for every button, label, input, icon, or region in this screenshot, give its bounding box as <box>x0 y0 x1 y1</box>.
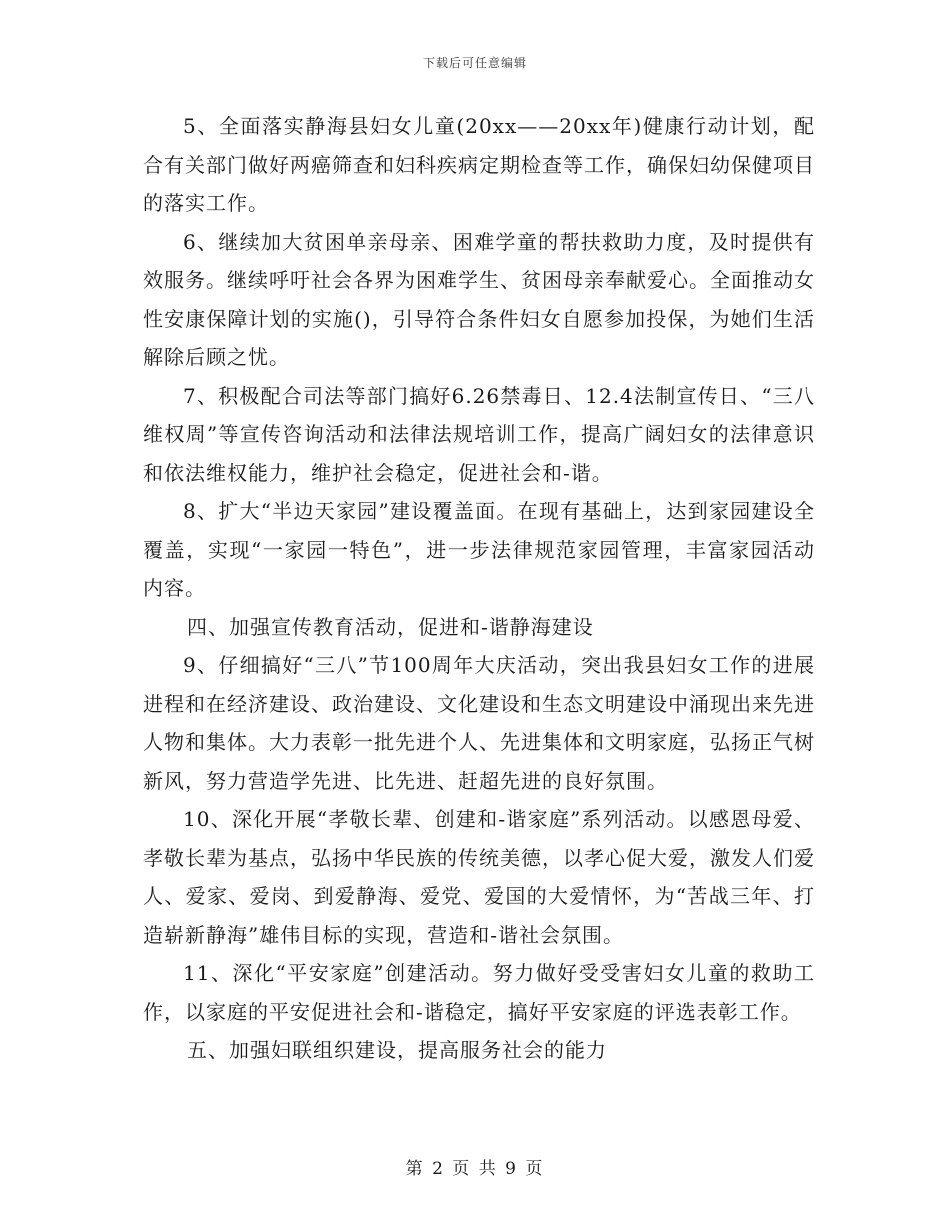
page-header: 下载后可任意编辑 <box>422 56 527 70</box>
paragraph-8: 8、扩大“半边天家园”建设覆盖面。在现有基础上，达到家园建设全覆盖，实现“一家园一特色”，进一步法律规范家园管理，丰富家园活动内容。 <box>143 499 815 600</box>
section-heading-5: 五、加强妇联组织建设，提高服务社会的能力 <box>187 1038 607 1062</box>
paragraph-11: 11、深化“平安家庭”创建活动。努力做好受受害妇女儿童的救助工作，以家庭的平安促进社会和-谐稳定，搞好平安家庭的评选表彰工作。 <box>143 961 815 1024</box>
paragraph-7: 7、积极配合司法等部门搞好6.26禁毒日、12.4法制宣传日、“三八维权周”等宣传咨询活动和法律法规培训工作，提高广阔妇女的法律意识和依法维权能力，维护社会稳定，促进社会和-谐。 <box>143 383 815 485</box>
paragraph-5: 5、全面落实静海县妇女儿童(20xx——20xx年)健康行动计划，配合有关部门做好两癌筛查和妇科疾病定期检查等工作，确保妇幼保健项目的落实工作。 <box>143 114 815 215</box>
document-body <box>143 107 815 1070</box>
paragraph-6: 6、继续加大贫困单亲母亲、困难学童的帮扶救助力度，及时提供有效服务。继续呼吁社会各界为困难学生、贫困母亲奉献爱心。全面推动女性安康保障计划的实施()，引导符合条件妇女自愿参加投保，为她们生活解除后顾之忧。 <box>143 229 815 369</box>
page-number-footer: 第 2 页 共 9 页 <box>405 1159 545 1179</box>
paragraph-9: 9、仔细搞好“三八”节100周年大庆活动，突出我县妇女工作的进展进程和在经济建设、政治建设、文化建设和生态文明建设中涌现出来先进人物和集体。大力表彰一批先进个人、先进集体和文明家庭，弘扬正气树新风，努力营造学先进、比先进、赶超先进的良好氛围。 <box>143 653 815 793</box>
section-heading-4: 四、加强宣传教育活动，促进和-谐静海建设 <box>187 614 594 639</box>
paragraph-10: 10、深化开展“孝敬长辈、创建和-谐家庭”系列活动。以感恩母爱、孝敬长辈为基点，弘扬中华民族的传统美德，以孝心促大爱，激发人们爱人、爱家、爱岗、到爱静海、爱党、爱国的大爱情怀，为“苦战三年、打造崭新静海”雄伟目标的实现，营造和-谐社会氛围。 <box>143 807 815 947</box>
